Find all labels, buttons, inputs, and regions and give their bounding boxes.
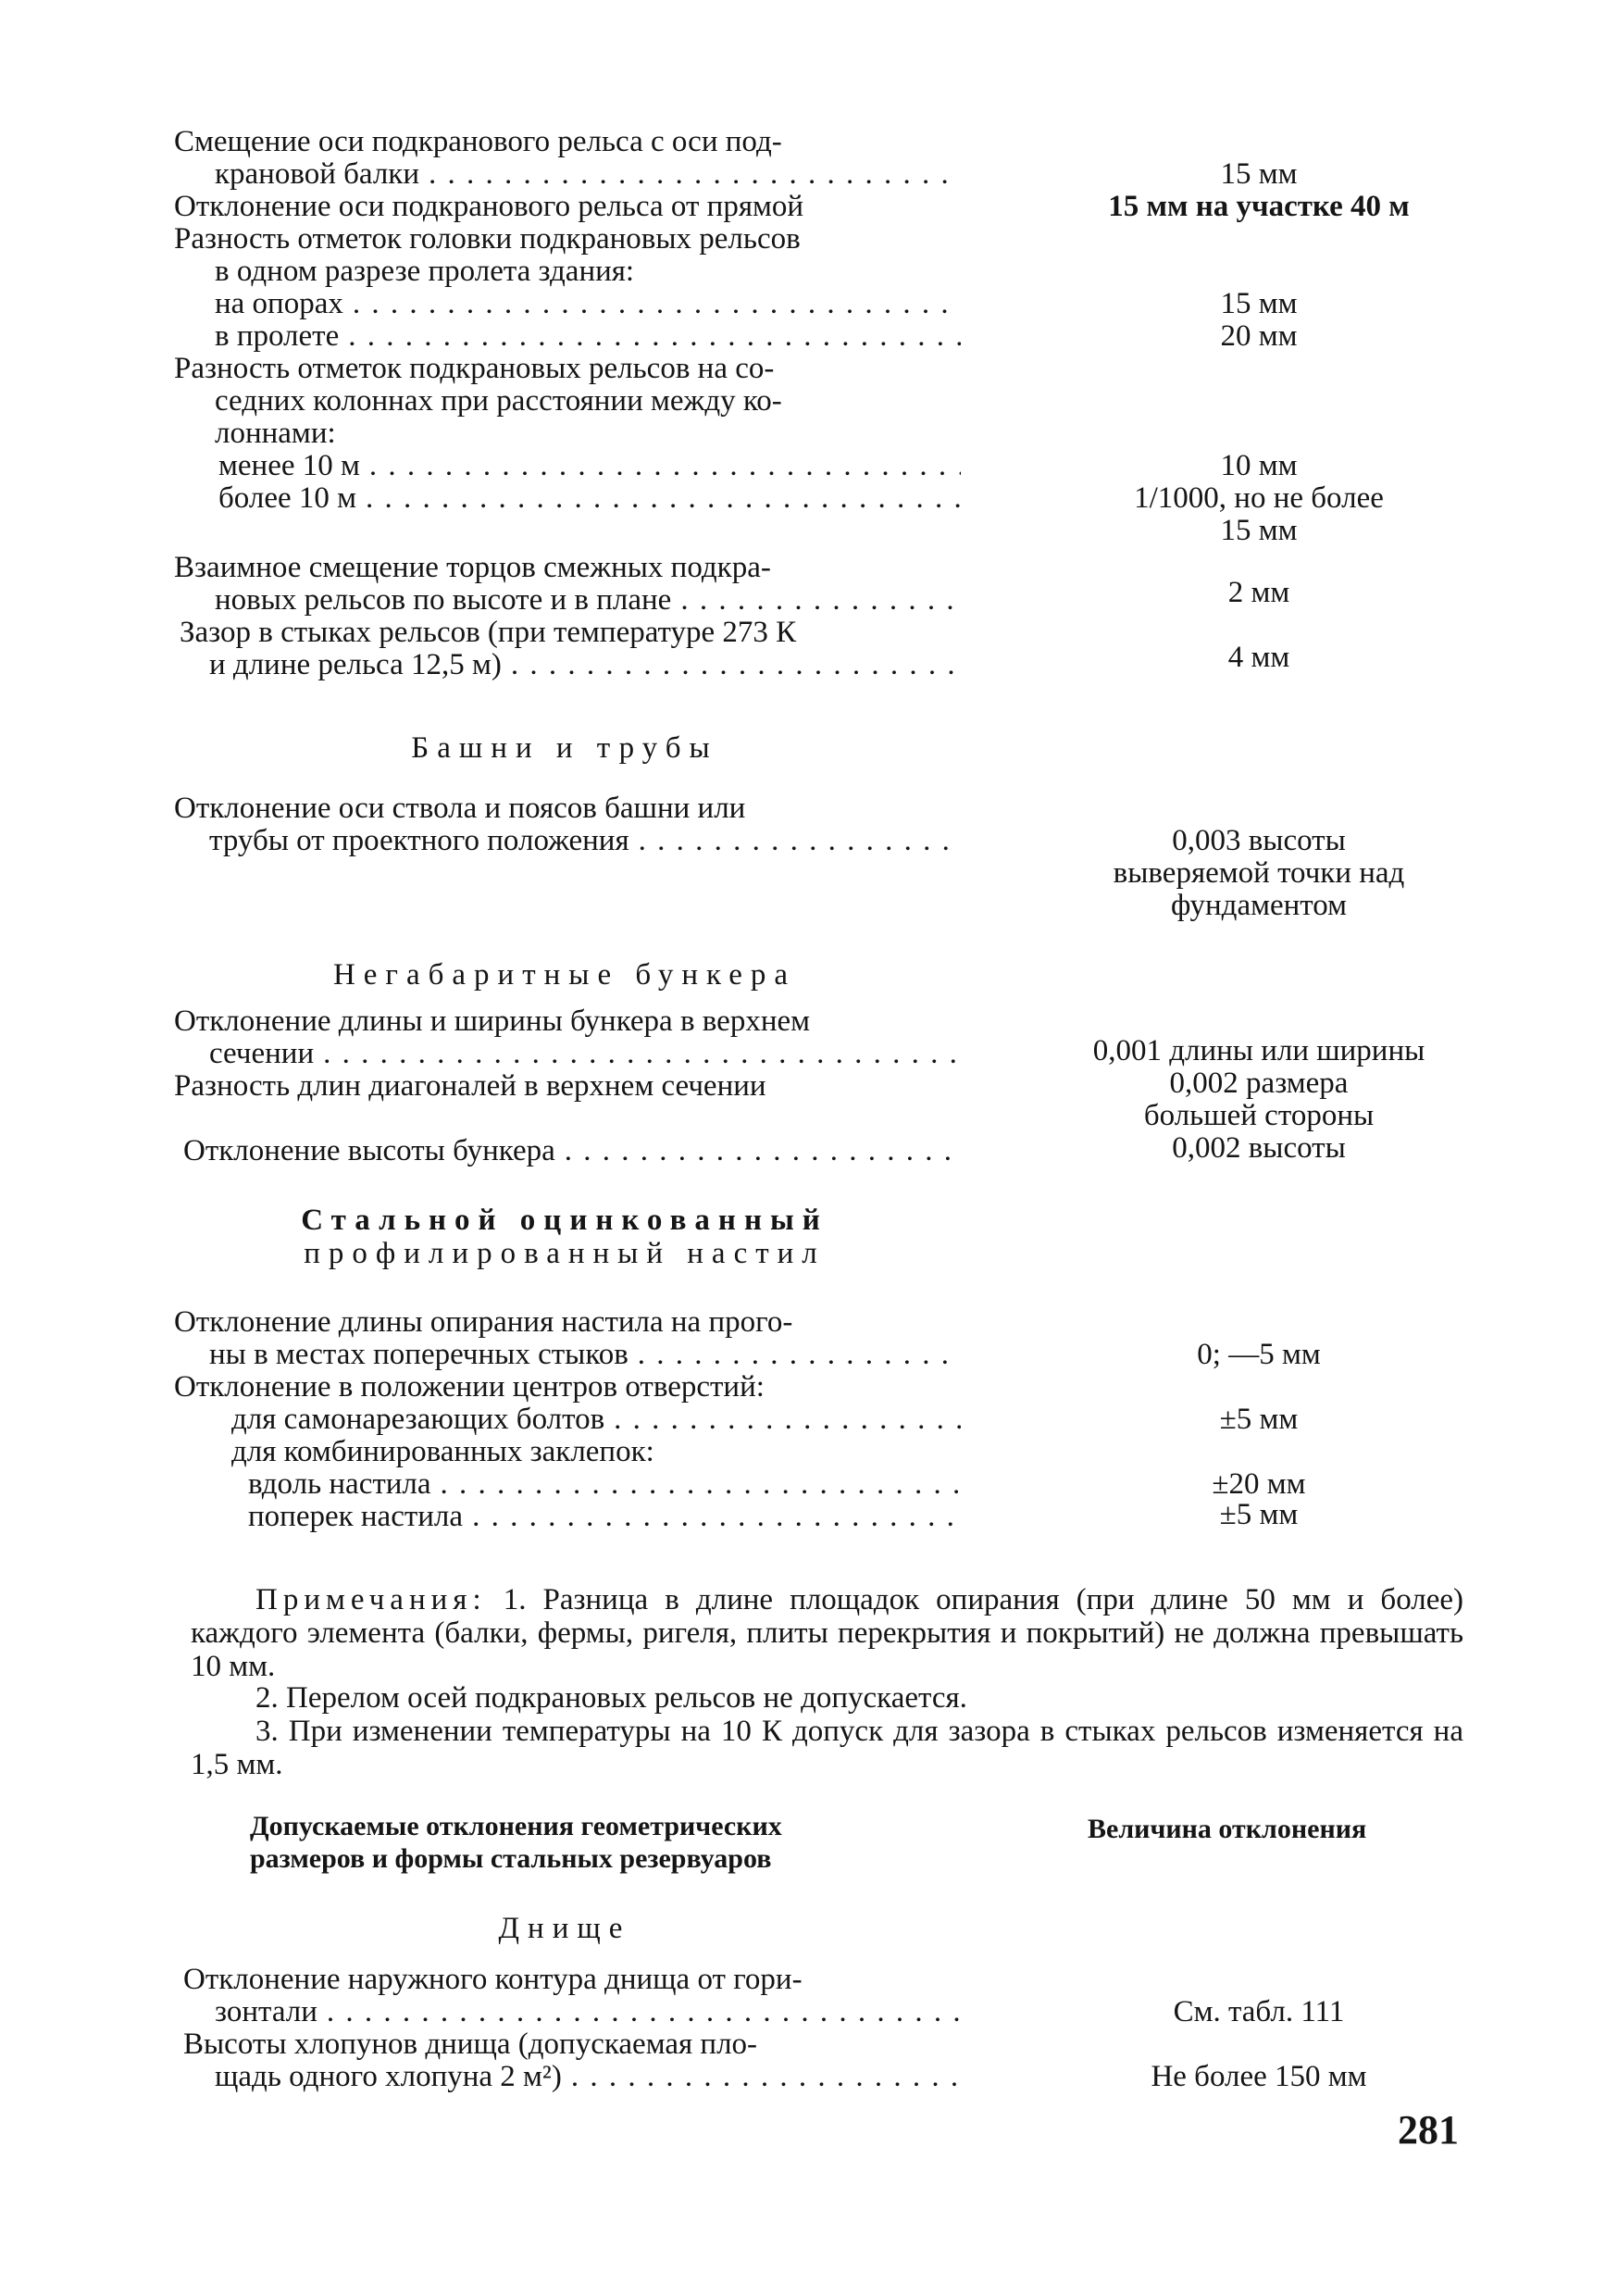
tolerance-value: Не более 150 мм [1151, 2060, 1367, 2093]
note-paragraph: Примечания: 1. Разница в длине площадок опирания (при длине 50 мм и более) каждого элемента (балки, фермы, ригеля, плиты перекрытия и покрытий) не должна превышать 10 мм. [191, 1583, 1464, 1683]
text-line: Разность длин диагоналей в верхнем сечении [174, 1069, 766, 1103]
column-header: Допускаемые отклонения геометрических [250, 1811, 782, 1841]
text-line: Отклонение в положении центров отверстий: [174, 1370, 765, 1404]
text-line: менее 10 м . . . [218, 449, 961, 482]
tolerance-value: 0,002 размера [1169, 1067, 1349, 1100]
text-line: вдоль настила . . . [248, 1467, 961, 1501]
tolerance-value: большей стороны [1143, 1099, 1375, 1132]
notes-label: Примечания: [255, 1583, 487, 1616]
text-line: для комбинированных заклепок: [231, 1435, 654, 1468]
section-heading: Днище [498, 1912, 631, 1945]
text-line: поперек настила . . . [248, 1500, 961, 1533]
note-paragraph: 2. Перелом осей подкрановых рельсов не допускается. [255, 1681, 967, 1715]
column-header: размеров и формы стальных резервуаров [250, 1843, 772, 1874]
text-line: сечении . . . [209, 1037, 961, 1070]
text-line: в пролете . . . [215, 319, 961, 353]
tolerance-value: 1/1000, но не более [1134, 481, 1384, 515]
text-line: трубы от проектного положения . . . [209, 824, 961, 857]
text-line: для самонарезающих болтов . . . [231, 1403, 961, 1436]
tolerance-value: выверяемой точки над [1113, 856, 1405, 890]
tolerance-value: 15 мм [1220, 514, 1298, 547]
text-line: на опорах . . . [215, 287, 961, 320]
text-line: Отклонение оси ствола и поясов башни или [174, 792, 746, 825]
text-line: в одном разрезе пролета здания: [215, 255, 635, 288]
tolerance-value: 15 мм на участке 40 м [1108, 190, 1410, 223]
text-line: и длине рельса 12,5 м) . . . [209, 648, 961, 681]
text-line: щадь одного хлопуна 2 м²) . . . [215, 2060, 961, 2093]
text-line: Смещение оси подкранового рельса с оси под- [174, 125, 782, 158]
tolerance-value: 4 мм [1227, 641, 1290, 674]
tolerance-value: 15 мм [1220, 287, 1298, 320]
tolerance-value: 10 мм [1220, 449, 1298, 482]
text-line: более 10 м . . . [218, 481, 961, 515]
tolerance-value: 2 мм [1227, 576, 1290, 609]
note-paragraph: 3. При изменении температуры на 10 К допуск для зазора в стыках рельсов изменяется на 1,5 мм. [191, 1715, 1463, 1781]
tolerance-value: ±5 мм [1219, 1403, 1299, 1436]
text-line: Отклонение наружного контура днища от гори- [183, 1963, 803, 1996]
text-line: Зазор в стыках рельсов (при температуре 273 К [180, 616, 797, 649]
tolerance-value: фундаментом [1170, 889, 1348, 922]
column-header: Величина отклонения [1088, 1814, 1367, 1844]
section-heading: профилированный настил [304, 1237, 826, 1270]
text-line: крановой балки . . . [215, 157, 961, 191]
text-line: Отклонение оси подкранового рельса от прямой [174, 190, 804, 223]
tolerance-value: 20 мм [1220, 319, 1298, 353]
tolerance-value: ±20 мм [1212, 1467, 1306, 1501]
tolerance-value: ±5 мм [1219, 1498, 1299, 1531]
text-line: Разность отметок головки подкрановых рельсов [174, 222, 801, 256]
text-line: Отклонение длины опирания настила на прого- [174, 1305, 793, 1339]
page-number: 281 [1398, 2107, 1459, 2152]
tolerance-value: 0,003 высоты [1172, 824, 1346, 857]
text-line: ны в местах поперечных стыков . . . [209, 1338, 961, 1371]
tolerance-value: 0; —5 мм [1197, 1338, 1321, 1371]
tolerance-value: 0,002 высоты [1172, 1131, 1346, 1165]
section-heading: Негабаритные бункера [332, 958, 797, 992]
text-line: новых рельсов по высоте и в плане . . . [215, 583, 961, 617]
text-line: Отклонение длины и ширины бункера в верхнем [174, 1004, 811, 1038]
text-line: Отклонение высоты бункера . . . [183, 1134, 961, 1167]
text-line: лоннами: [215, 417, 336, 450]
text-line: седних колоннах при расстоянии между ко- [215, 384, 782, 418]
text-line: зонтали . . . [215, 1995, 961, 2028]
text-line: Разность отметок подкрановых рельсов на со- [174, 352, 775, 385]
tolerance-value: 0,001 длины или ширины [1092, 1034, 1425, 1067]
section-heading: Стальной оцинкованный [301, 1204, 828, 1237]
tolerance-value: См. табл. 111 [1173, 1995, 1345, 2028]
text-line: Высоты хлопунов днища (допускаемая пло- [183, 2028, 758, 2061]
text-line: Взаимное смещение торцов смежных подкра- [174, 551, 771, 584]
tolerance-value: 15 мм [1220, 157, 1298, 191]
section-heading: Башни и трубы [411, 731, 718, 765]
